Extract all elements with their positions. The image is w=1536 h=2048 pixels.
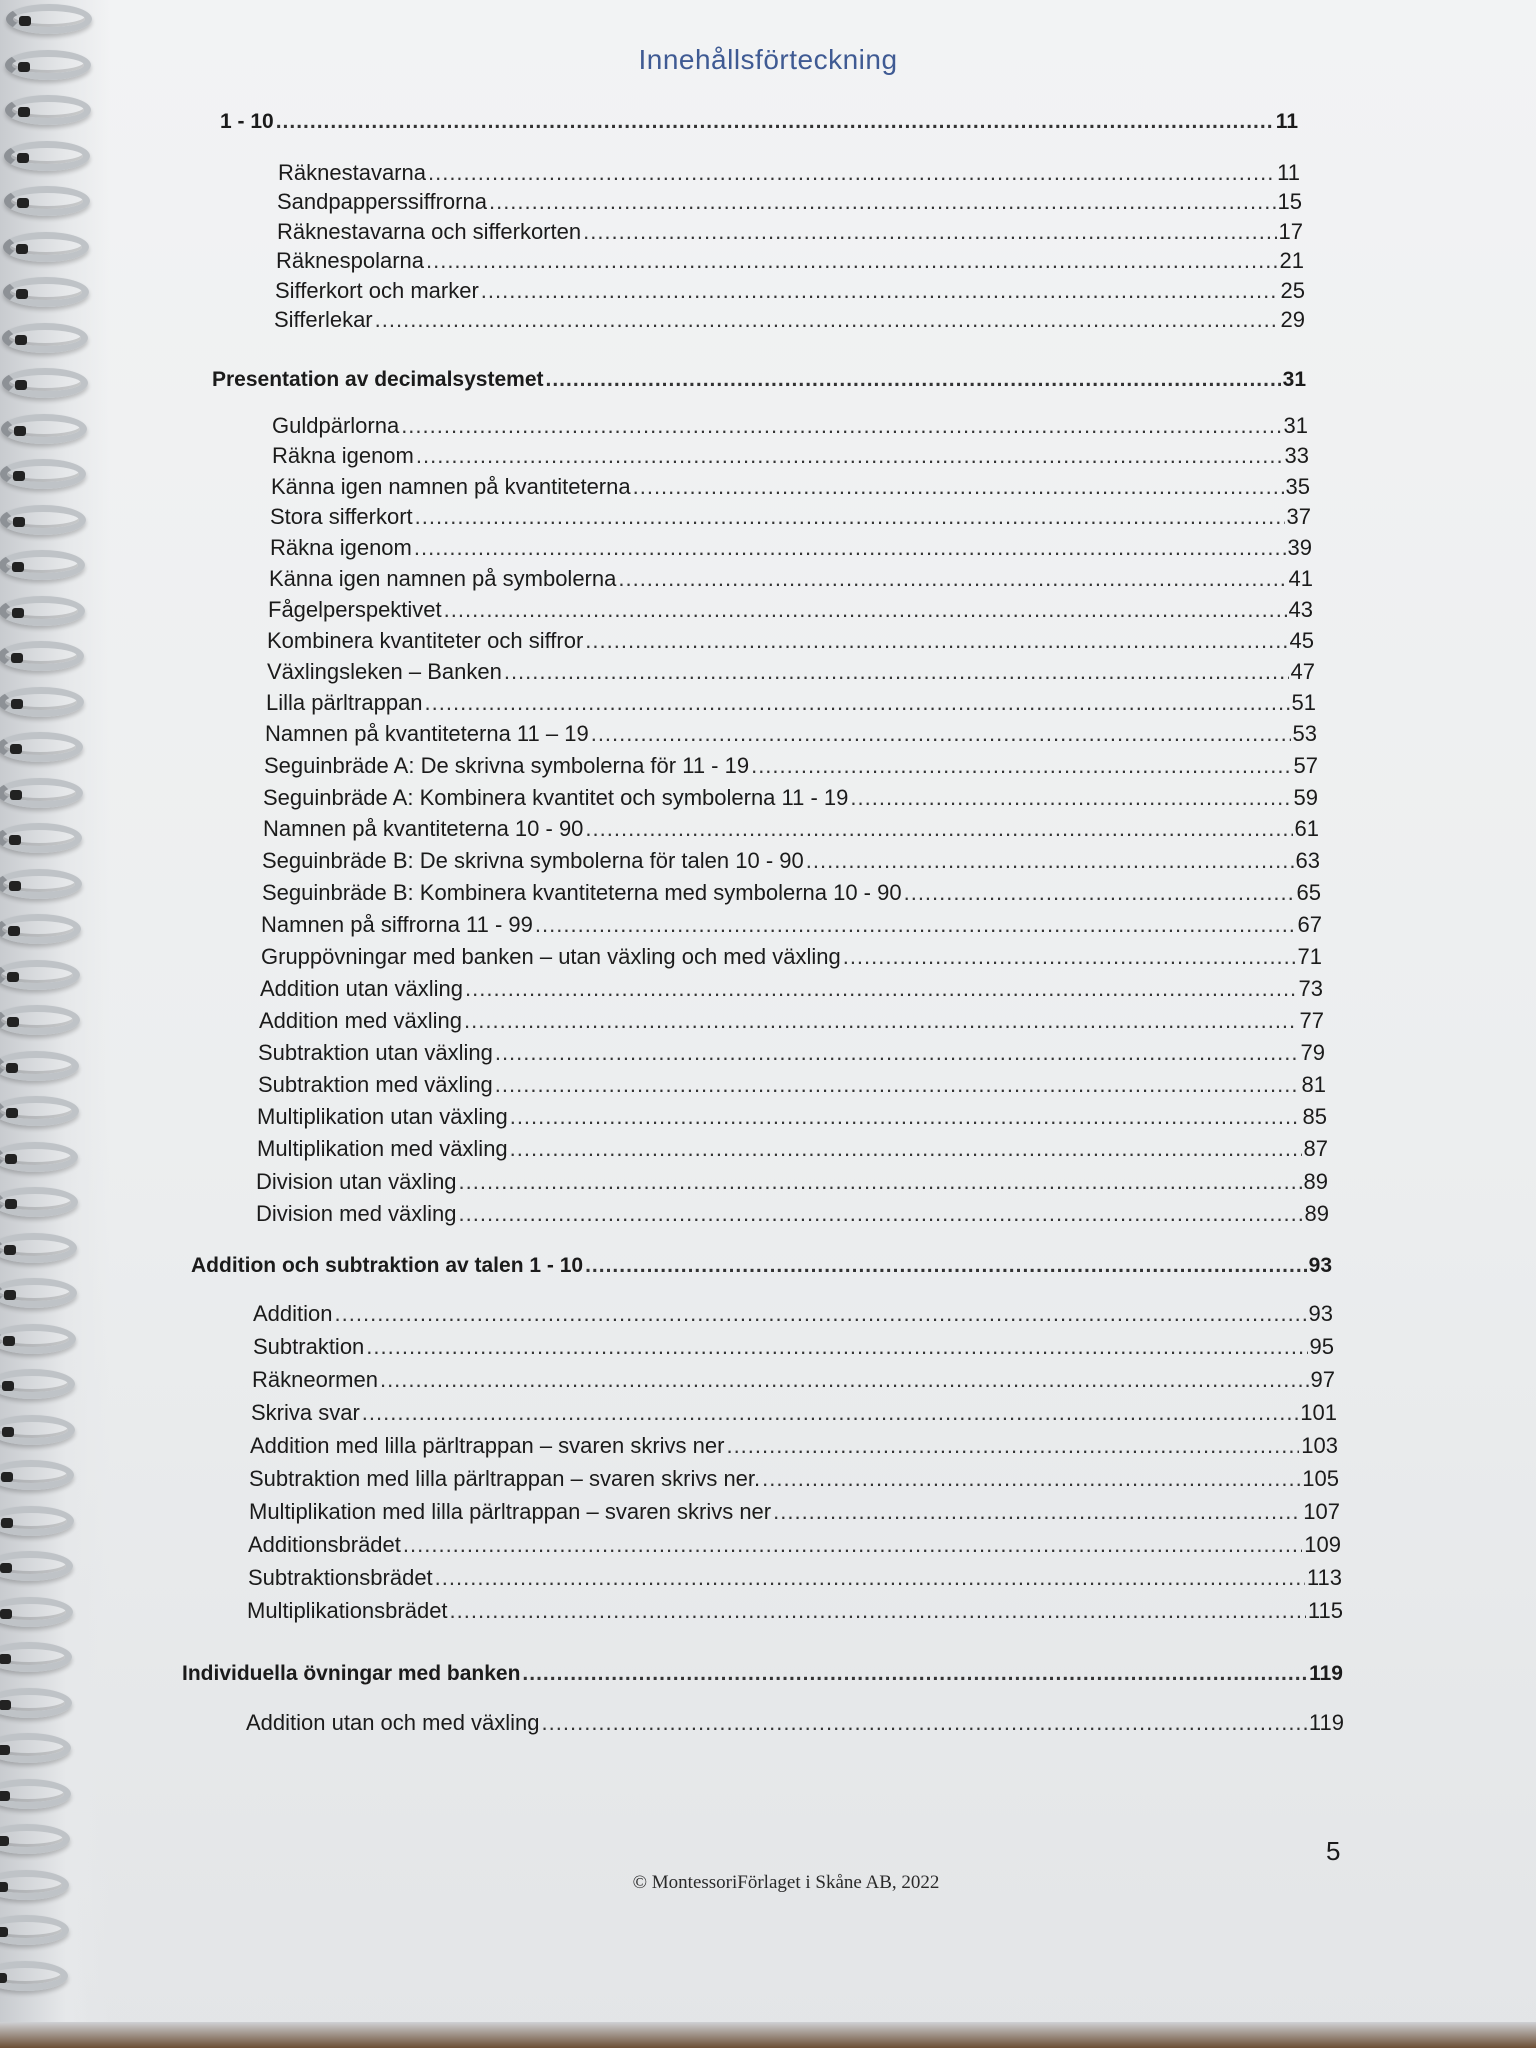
toc-entry-page: 57 (1293, 753, 1318, 778)
toc-entry (249, 1499, 1340, 1525)
toc-entry (261, 944, 1322, 970)
dot-leader (403, 1532, 1302, 1558)
toc-entry (272, 443, 1309, 469)
binding-ring (0, 459, 86, 489)
toc-entry-label: Sifferlekar (274, 307, 373, 332)
binding-ring (4, 186, 90, 216)
dot-leader (773, 1499, 1301, 1525)
dot-leader (510, 1104, 1301, 1130)
toc-entry-page: 77 (1299, 1008, 1324, 1033)
dot-leader (726, 1433, 1299, 1459)
dot-leader (904, 880, 1295, 906)
dot-leader (425, 690, 1290, 716)
toc-entry (248, 1532, 1341, 1558)
binding-ring (0, 914, 81, 944)
binding-ring (0, 1506, 74, 1536)
dot-leader (276, 110, 1274, 134)
toc-entry-label: Räkna igenom (272, 443, 414, 468)
section-heading-page: 11 (1275, 110, 1298, 133)
toc-entry-label: Multiplikation utan växling (257, 1104, 508, 1129)
toc-entry (256, 1201, 1329, 1227)
toc-entry (267, 628, 1314, 654)
toc-entry (246, 1710, 1344, 1736)
toc-entry (271, 474, 1310, 500)
binding-ring (0, 1915, 69, 1945)
toc-entry-label: Division med växling (256, 1201, 457, 1226)
toc-entry (262, 848, 1320, 874)
binding-ring (0, 505, 86, 535)
toc-entry-page: 53 (1292, 721, 1317, 746)
toc-entry-page: 15 (1277, 189, 1302, 214)
binding-ring (6, 4, 92, 34)
binding-ring (2, 323, 88, 353)
toc-entry-label: Seguinbräde B: Kombinera kvantiteterna med symbolerna 10 - 90 (262, 880, 902, 905)
toc-entry-label: Kombinera kvantiteter och siffror (267, 628, 584, 653)
toc-entry (268, 597, 1313, 623)
toc-entry-page: 85 (1302, 1104, 1327, 1129)
toc-entry (277, 219, 1303, 245)
dot-leader (535, 912, 1296, 938)
toc-entry-page: 81 (1301, 1072, 1326, 1097)
spiral-binding (0, 0, 110, 2048)
binding-ring (0, 1005, 80, 1035)
toc-entry-label: Sandpapperssiffrorna (277, 189, 487, 214)
dot-leader (414, 535, 1286, 561)
toc-entry-page: 29 (1280, 307, 1305, 332)
binding-ring (5, 95, 91, 125)
toc-entry-label: Skriva svar (251, 1400, 360, 1425)
toc-entry (276, 248, 1304, 274)
dot-leader (428, 160, 1275, 186)
toc-entry (249, 1466, 1339, 1492)
binding-ring (0, 732, 83, 762)
toc-entry-page: 41 (1288, 566, 1313, 591)
binding-ring (0, 1597, 73, 1627)
toc-entry (265, 721, 1317, 747)
dot-leader (380, 1367, 1309, 1393)
toc-entry-page: 61 (1294, 816, 1319, 841)
binding-ring (0, 1187, 78, 1217)
toc-entry-page: 101 (1300, 1400, 1337, 1425)
dot-leader (762, 1466, 1300, 1492)
dot-leader (504, 659, 1289, 685)
toc-entry-page: 25 (1280, 278, 1305, 303)
toc-entry-label: Växlingsleken – Banken (267, 659, 502, 684)
toc-entry-label: Lilla pärltrappan (266, 690, 423, 715)
toc-entry-label: Sifferkort och marker (275, 278, 479, 303)
toc-entry-page: 51 (1291, 690, 1316, 715)
binding-ring (0, 596, 85, 626)
section-heading-page: 31 (1282, 368, 1306, 391)
binding-ring (0, 1096, 79, 1126)
toc-entry (269, 566, 1313, 592)
binding-ring (0, 1642, 72, 1672)
toc-entry-label: Gruppövningar med banken – utan växling och med växling (261, 944, 841, 969)
toc-entry (258, 1040, 1325, 1066)
toc-entry-label: Division utan växling (256, 1169, 457, 1194)
toc-entry-page: 21 (1279, 248, 1304, 273)
page-number: 5 (1326, 1836, 1341, 1866)
binding-ring (0, 1324, 76, 1354)
toc-entry-label: Subtraktion med lilla pärltrappan – svaren skrivs ner. (249, 1466, 761, 1491)
section-heading-label: Addition och subtraktion av talen 1 - 10 (191, 1254, 584, 1277)
binding-ring (0, 1415, 75, 1445)
toc-entry-label: Addition utan växling (260, 976, 464, 1001)
dot-leader (459, 1201, 1303, 1227)
section-heading-label: Presentation av decimalsystemet (212, 368, 544, 391)
toc-entry-page: 105 (1302, 1466, 1339, 1491)
dot-leader (450, 1598, 1306, 1624)
toc-entry (267, 659, 1315, 685)
toc-entry (277, 189, 1302, 215)
binding-ring (3, 232, 89, 262)
toc-entry-page: 109 (1304, 1532, 1341, 1557)
toc-entry-label: Guldpärlorna (272, 413, 400, 438)
dot-leader (583, 219, 1276, 245)
toc-entry-label: Multiplikation med lilla pärltrappan – svaren skrivs ner (249, 1499, 772, 1524)
binding-ring (0, 1278, 77, 1308)
binding-ring (4, 141, 90, 171)
toc-entry-label: Subtraktionsbrädet (248, 1565, 433, 1590)
toc-entry-page: 97 (1310, 1367, 1335, 1392)
toc-entry-page: 87 (1303, 1136, 1328, 1161)
binding-ring (0, 1460, 74, 1490)
toc-entry-page: 119 (1308, 1710, 1344, 1735)
toc-entry (274, 307, 1305, 333)
toc-entry-label: Additionsbrädet (248, 1532, 401, 1557)
toc-entry-page: 43 (1288, 597, 1313, 622)
dot-leader (362, 1400, 1298, 1426)
toc-entry (263, 816, 1319, 842)
toc-entry (247, 1598, 1343, 1624)
toc-entry-label: Subtraktion (253, 1334, 365, 1359)
dot-leader (366, 1334, 1307, 1360)
toc-entry-page: 103 (1301, 1433, 1338, 1458)
dot-leader (618, 566, 1286, 592)
binding-ring (0, 1551, 73, 1581)
dot-leader (751, 753, 1291, 779)
binding-ring (0, 1142, 78, 1172)
dot-leader (401, 413, 1281, 439)
toc-entry (275, 278, 1305, 304)
toc-entry (258, 1072, 1326, 1098)
toc-entry (278, 160, 1300, 186)
dot-leader (375, 307, 1279, 333)
dot-leader (464, 1008, 1298, 1034)
toc-entry (263, 785, 1318, 811)
toc-entry (251, 1400, 1337, 1426)
binding-ring (0, 1779, 71, 1809)
binding-ring (0, 778, 83, 808)
toc-entry-label: Namnen på kvantiteterna 11 – 19 (265, 721, 589, 746)
toc-entry-label: Namnen på siffrorna 11 - 99 (261, 912, 533, 937)
binding-ring (1, 414, 87, 444)
toc-entry (266, 690, 1316, 716)
toc-entry-page: 89 (1303, 1169, 1328, 1194)
toc-entry (257, 1104, 1327, 1130)
section-heading-label: Individuella övningar med banken (182, 1662, 521, 1685)
toc-entry (250, 1433, 1338, 1459)
toc-entry-page: 33 (1284, 443, 1309, 468)
toc-entry-page: 71 (1297, 944, 1322, 969)
toc-entry (270, 504, 1311, 530)
toc-entry-page: 65 (1296, 880, 1321, 905)
dot-leader (335, 1301, 1307, 1327)
section-heading-label: 1 - 10 (220, 110, 274, 133)
binding-ring (0, 960, 80, 990)
section-heading (220, 110, 1298, 134)
dot-leader (522, 1662, 1307, 1686)
toc-entry-label: Subtraktion med växling (258, 1072, 493, 1097)
dot-leader (459, 1169, 1302, 1195)
toc-entry-label: Känna igen namnen på kvantiteterna (271, 474, 631, 499)
binding-ring (0, 1688, 72, 1718)
toc-entry (259, 1008, 1324, 1034)
dot-leader (481, 278, 1279, 304)
section-heading (182, 1662, 1343, 1686)
toc-entry-label: Seguinbräde A: Kombinera kvantitet och symbolerna 11 - 19 (263, 785, 849, 810)
dot-leader (415, 504, 1285, 530)
section-heading-page: 119 (1309, 1662, 1343, 1685)
dot-leader (435, 1565, 1305, 1591)
toc-entry-page: 59 (1293, 785, 1318, 810)
toc-entry-label: Multiplikation med växling (257, 1136, 508, 1161)
toc-entry (248, 1565, 1342, 1591)
toc-entry-label: Seguinbräde A: De skrivna symbolerna för 11 - 19 (264, 753, 750, 778)
binding-ring (0, 1733, 71, 1763)
toc-entry (252, 1367, 1335, 1393)
toc-entry-label: Fågelperspektivet (268, 597, 442, 622)
binding-ring (0, 1369, 75, 1399)
dot-leader (542, 1710, 1307, 1736)
toc-entry-page: 45 (1289, 628, 1314, 653)
section-heading-page: 93 (1308, 1254, 1332, 1277)
binding-ring (0, 1824, 70, 1854)
toc-entry-label: Räkneormen (252, 1367, 378, 1392)
toc-entry-label: Addition med växling (259, 1008, 463, 1033)
toc-entry-page: 47 (1290, 659, 1315, 684)
dot-leader (585, 816, 1292, 842)
toc-entry (261, 912, 1322, 938)
dot-leader (495, 1040, 1299, 1066)
dot-leader (843, 944, 1296, 970)
toc-entry-label: Räknestavarna (278, 160, 426, 185)
toc-entry-page: 63 (1295, 848, 1320, 873)
section-heading (191, 1254, 1332, 1278)
binding-ring (0, 641, 84, 671)
toc-entry-page: 35 (1285, 474, 1310, 499)
dot-leader (585, 1254, 1307, 1278)
toc-entry-label: Addition med lilla pärltrappan – svaren skrivs ner (250, 1433, 725, 1458)
binding-ring (0, 550, 85, 580)
dot-leader (633, 474, 1284, 500)
dot-leader (850, 785, 1291, 811)
toc-entry-page: 113 (1306, 1565, 1342, 1590)
binding-ring (0, 1961, 68, 1991)
toc-entry-page: 93 (1308, 1301, 1333, 1326)
binding-ring (0, 1051, 79, 1081)
toc-entry-label: Räknespolarna (276, 248, 424, 273)
toc-entry-page: 89 (1304, 1201, 1329, 1226)
toc-entry (260, 976, 1323, 1002)
toc-entry-label: Räkna igenom (270, 535, 412, 560)
toc-entry-page: 73 (1298, 976, 1323, 1001)
binding-ring (0, 687, 84, 717)
toc-entry-label: Seguinbräde B: De skrivna symbolerna för talen 10 - 90 (262, 848, 804, 873)
toc-entry-page: 17 (1278, 219, 1303, 244)
toc-entry-page: 31 (1283, 413, 1308, 438)
dot-leader (806, 848, 1294, 874)
toc-entry-page: 107 (1303, 1499, 1340, 1524)
dot-leader (546, 368, 1281, 392)
toc-entry-page: 115 (1307, 1598, 1343, 1623)
table-edge (0, 2022, 1536, 2048)
toc-entry (262, 880, 1321, 906)
toc-entry (256, 1169, 1328, 1195)
dot-leader (465, 976, 1296, 1002)
toc-entry-label: Addition (253, 1301, 333, 1326)
dot-leader (416, 443, 1283, 469)
toc-entry (253, 1301, 1333, 1327)
dot-leader (510, 1136, 1302, 1162)
toc-entry-label: Räknestavarna och sifferkorten (277, 219, 582, 244)
toc-entry (253, 1334, 1334, 1360)
binding-ring (0, 869, 82, 899)
toc-entry-label: Namnen på kvantiteterna 10 - 90 (263, 816, 584, 841)
page-title: Innehållsförteckning (638, 44, 898, 75)
toc-entry (264, 753, 1318, 779)
toc-entry-page: 79 (1300, 1040, 1325, 1065)
section-heading (212, 368, 1306, 392)
binding-ring (0, 823, 82, 853)
dot-leader (591, 721, 1291, 747)
toc-entry (257, 1136, 1328, 1162)
toc-entry-label: Subtraktion utan växling (258, 1040, 493, 1065)
toc-entry (272, 413, 1308, 439)
dot-leader (495, 1072, 1300, 1098)
toc-entry-page: 37 (1286, 504, 1311, 529)
toc-entry-page: 39 (1287, 535, 1312, 560)
copyright-footer: © MontessoriFörlaget i Skåne AB, 2022 (632, 1872, 940, 1893)
binding-ring (0, 1233, 77, 1263)
toc-entry-page: 67 (1297, 912, 1322, 937)
dot-leader (426, 248, 1278, 274)
dot-leader (489, 189, 1276, 215)
toc-entry-label: Multiplikationsbrädet (247, 1598, 448, 1623)
dot-leader (585, 628, 1287, 654)
toc-entry-label: Addition utan och med växling (246, 1710, 540, 1735)
toc-entry (270, 535, 1312, 561)
toc-entry-label: Stora sifferkort (270, 504, 413, 529)
toc-entry-page: 11 (1277, 160, 1300, 185)
toc-entry-page: 95 (1309, 1334, 1334, 1359)
binding-ring (3, 277, 89, 307)
dot-leader (444, 597, 1287, 623)
binding-ring (2, 368, 88, 398)
toc-entry-label: Känna igen namnen på symbolerna (269, 566, 617, 591)
